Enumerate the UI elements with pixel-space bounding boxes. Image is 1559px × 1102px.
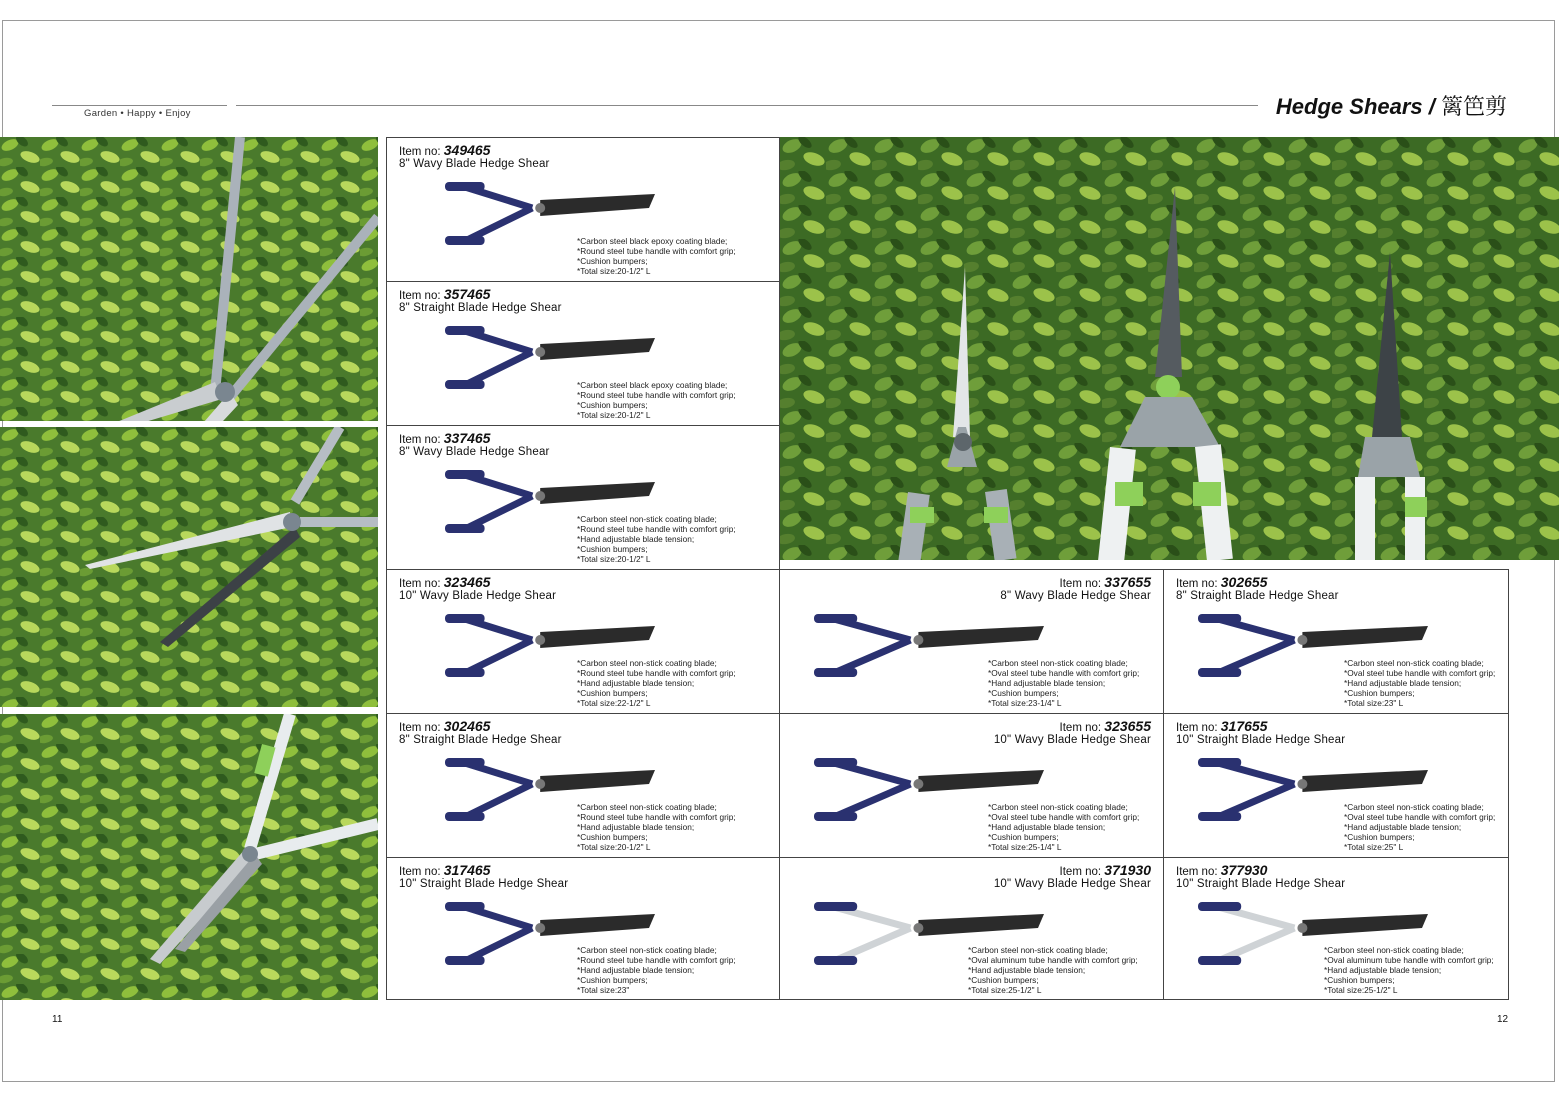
item-number — [1176, 574, 1267, 590]
item-number-label: Item no: — [1176, 578, 1221, 590]
spec-list — [1324, 945, 1494, 995]
spec-line: *Total size:23-1/4" L — [988, 698, 1062, 708]
spec-line: *Oval steel tube handle with comfort grip; — [988, 668, 1140, 678]
hedge-photo — [0, 137, 378, 421]
item-number-label: Item no: — [399, 722, 444, 734]
item-number — [1060, 718, 1151, 734]
spec-line: *Carbon steel non-stick coating blade; — [988, 802, 1128, 812]
spec-line: *Carbon steel non-stick coating blade; — [577, 658, 717, 668]
product-card — [386, 281, 780, 425]
page-number-left: 11 — [52, 1014, 63, 1025]
spec-line: *Oval steel tube handle with comfort grip; — [1344, 668, 1496, 678]
item-number-value: 302655 — [1220, 574, 1268, 590]
item-number-value: 377930 — [1220, 862, 1268, 878]
item-number-label: Item no: — [1176, 866, 1221, 878]
product-card — [1164, 569, 1509, 713]
item-name: 10" Straight Blade Hedge Shear — [1176, 878, 1346, 890]
spec-line: *Total size:20-1/2" L — [577, 266, 651, 276]
item-name: 8" Straight Blade Hedge Shear — [399, 302, 562, 314]
item-number-label: Item no: — [399, 146, 444, 158]
product-card — [780, 857, 1164, 1000]
spec-line: *Hand adjustable blade tension; — [988, 822, 1106, 832]
spec-list — [968, 945, 1138, 995]
spec-line: *Cushion bumpers; — [577, 975, 648, 985]
spec-line: *Round steel tube handle with comfort grip; — [577, 246, 736, 256]
spec-line: *Cushion bumpers; — [577, 832, 648, 842]
product-card — [386, 857, 780, 1000]
item-number-label: Item no: — [399, 434, 444, 446]
spec-list — [988, 802, 1139, 852]
item-number-value: 317655 — [1220, 718, 1268, 734]
page-number-right: 12 — [1497, 1014, 1509, 1025]
spec-line: *Hand adjustable blade tension; — [988, 678, 1106, 688]
spec-line: *Carbon steel non-stick coating blade; — [1344, 658, 1484, 668]
product-card — [1164, 713, 1509, 857]
product-card — [386, 137, 780, 281]
item-number — [1060, 862, 1151, 878]
spec-line: *Carbon steel non-stick coating blade; — [577, 802, 717, 812]
spec-line: *Cushion bumpers; — [577, 544, 648, 554]
item-number — [399, 430, 490, 446]
hedge-photo — [780, 137, 1559, 560]
spec-line: *Carbon steel non-stick coating blade; — [968, 945, 1108, 955]
spec-line: *Round steel tube handle with comfort grip; — [577, 668, 736, 678]
spec-list — [577, 658, 736, 708]
header-rule-right — [236, 105, 1258, 106]
spec-line: *Carbon steel non-stick coating blade; — [988, 658, 1128, 668]
spec-line: *Carbon steel non-stick coating blade; — [577, 514, 717, 524]
spec-line: *Cushion bumpers; — [577, 688, 648, 698]
item-number — [399, 286, 490, 302]
item-number-value: 317465 — [443, 862, 491, 878]
item-number-label: Item no: — [399, 578, 444, 590]
spec-line: *Total size:20-1/2" L — [577, 842, 651, 852]
item-name: 8" Straight Blade Hedge Shear — [399, 734, 562, 746]
spec-line: *Cushion bumpers; — [1344, 832, 1415, 842]
spec-line: *Hand adjustable blade tension; — [1344, 678, 1462, 688]
spec-line: *Oval aluminum tube handle with comfort grip; — [1324, 955, 1494, 965]
spec-line: *Hand adjustable blade tension; — [577, 678, 695, 688]
product-card — [386, 713, 780, 857]
spec-line: *Hand adjustable blade tension; — [1344, 822, 1462, 832]
item-name: 10" Straight Blade Hedge Shear — [399, 878, 569, 890]
spec-line: *Cushion bumpers; — [988, 688, 1059, 698]
spec-line: *Total size:25-1/2" L — [968, 985, 1042, 995]
spec-list — [577, 945, 736, 995]
item-name: 8" Straight Blade Hedge Shear — [1176, 590, 1339, 602]
item-number — [399, 718, 490, 734]
brand-tagline: Garden • Happy • Enjoy — [84, 108, 191, 119]
item-number-value: 337655 — [1104, 574, 1151, 590]
spec-line: *Cushion bumpers; — [577, 400, 648, 410]
spec-line: *Carbon steel black epoxy coating blade; — [577, 380, 728, 390]
spec-line: *Cushion bumpers; — [1324, 975, 1395, 985]
spec-line: *Total size:23" L — [1344, 698, 1404, 708]
hedge-photo — [0, 427, 378, 707]
item-number — [399, 862, 490, 878]
item-number-value: 323655 — [1104, 718, 1151, 734]
spec-line: *Total size:22-1/2" L — [577, 698, 651, 708]
spec-line: *Total size:20-1/2" L — [577, 554, 651, 564]
spec-line: *Carbon steel non-stick coating blade; — [1344, 802, 1484, 812]
spec-line: *Total size:25" L — [1344, 842, 1404, 852]
spec-list — [1344, 658, 1495, 708]
item-name: 10" Wavy Blade Hedge Shear — [993, 878, 1151, 890]
spec-line: *Total size:25-1/4" L — [988, 842, 1062, 852]
item-number — [1060, 574, 1151, 590]
item-name: 8" Wavy Blade Hedge Shear — [399, 158, 550, 170]
hedge-photo — [0, 714, 378, 1000]
item-number-value: 371930 — [1104, 862, 1151, 878]
spec-line: *Oval steel tube handle with comfort grip; — [988, 812, 1140, 822]
spec-line: *Carbon steel non-stick coating blade; — [577, 945, 717, 955]
item-number — [399, 142, 490, 158]
product-card — [780, 569, 1164, 713]
spec-line: *Cushion bumpers; — [577, 256, 648, 266]
spec-line: *Round steel tube handle with comfort grip; — [577, 812, 736, 822]
item-number-label: Item no: — [1059, 722, 1105, 734]
spec-line: *Hand adjustable blade tension; — [577, 965, 695, 975]
section-title-cn: 篱笆剪 — [1434, 94, 1507, 119]
spec-line: *Total size:23" — [577, 985, 630, 995]
spec-list — [577, 514, 736, 564]
spec-line: *Cushion bumpers; — [1344, 688, 1415, 698]
header-rule-left — [52, 105, 227, 106]
spec-line: *Hand adjustable blade tension; — [577, 822, 695, 832]
item-number — [1176, 718, 1267, 734]
spec-list — [577, 236, 736, 276]
product-card — [386, 569, 780, 713]
item-name: 10" Wavy Blade Hedge Shear — [399, 590, 557, 602]
spec-line: *Oval aluminum tube handle with comfort grip; — [968, 955, 1138, 965]
item-number-value: 357465 — [443, 286, 491, 302]
item-number-value: 349465 — [443, 142, 491, 158]
spec-line: *Total size:25-1/2" L — [1324, 985, 1398, 995]
item-number-label: Item no: — [399, 290, 444, 302]
spec-list — [577, 380, 736, 420]
spec-list — [1344, 802, 1495, 852]
product-card — [780, 713, 1164, 857]
item-number-value: 302465 — [443, 718, 491, 734]
spec-line: *Total size:20-1/2" L — [577, 410, 651, 420]
product-card — [1164, 857, 1509, 1000]
spec-line: *Round steel tube handle with comfort grip; — [577, 955, 736, 965]
spec-line: *Hand adjustable blade tension; — [968, 965, 1086, 975]
spec-line: *Hand adjustable blade tension; — [1324, 965, 1442, 975]
spec-line: *Cushion bumpers; — [968, 975, 1039, 985]
spec-line: *Cushion bumpers; — [988, 832, 1059, 842]
item-name: 10" Straight Blade Hedge Shear — [1176, 734, 1346, 746]
spec-line: *Oval steel tube handle with comfort grip; — [1344, 812, 1496, 822]
item-number-value: 337465 — [443, 430, 491, 446]
spec-line: *Carbon steel non-stick coating blade; — [1324, 945, 1464, 955]
product-card — [386, 425, 780, 569]
spec-line: *Round steel tube handle with comfort grip; — [577, 524, 736, 534]
item-number-label: Item no: — [1059, 866, 1105, 878]
item-number-label: Item no: — [399, 866, 444, 878]
item-number-value: 323465 — [443, 574, 491, 590]
spec-line: *Carbon steel black epoxy coating blade; — [577, 236, 728, 246]
item-number-label: Item no: — [1059, 578, 1105, 590]
item-name: 8" Wavy Blade Hedge Shear — [399, 446, 550, 458]
spec-list — [988, 658, 1139, 708]
section-title — [1276, 90, 1507, 121]
section-title-en: Hedge Shears / — [1275, 94, 1435, 119]
spec-line: *Hand adjustable blade tension; — [577, 534, 695, 544]
item-number — [1176, 862, 1267, 878]
item-name: 10" Wavy Blade Hedge Shear — [993, 734, 1151, 746]
item-number — [399, 574, 490, 590]
item-number-label: Item no: — [1176, 722, 1221, 734]
spec-line: *Round steel tube handle with comfort grip; — [577, 390, 736, 400]
spec-list — [577, 802, 736, 852]
item-name: 8" Wavy Blade Hedge Shear — [1000, 590, 1151, 602]
